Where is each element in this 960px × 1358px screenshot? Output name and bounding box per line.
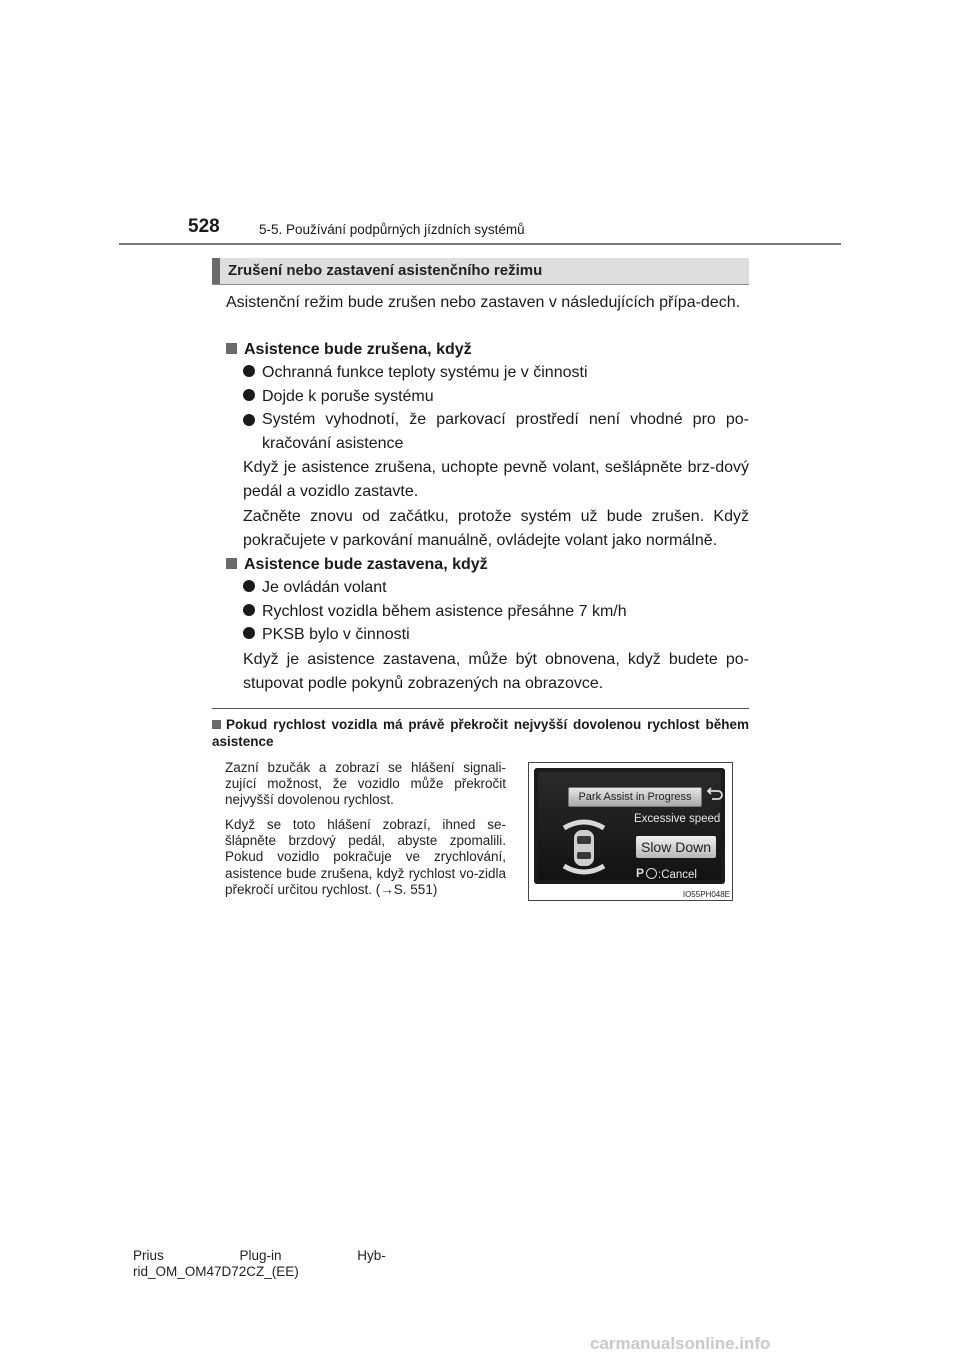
park-assist-screen-illustration: [528, 762, 733, 901]
footer-line-1: Prius Plug-in Hyb-: [133, 1248, 386, 1263]
intro-paragraph: Asistenční režim bude zrušen nebo zastaven v následujících přípa-dech.: [226, 294, 741, 311]
section-divider: [212, 708, 749, 709]
heading-title: Zrušení nebo zastavení asistenčního režimu: [228, 262, 543, 279]
slow-down-message: Slow Down: [636, 836, 716, 858]
section-title: 5-5. Používání podpůrných jízdních systémů: [259, 222, 525, 237]
stop-bullet-2: Rychlost vozidla během asistence přesáhne 7 km/h: [243, 600, 627, 624]
cancel-bullet-1: Ochranná funkce teploty systému je v činnosti: [243, 361, 588, 385]
cancel-bullet-3: Systém vyhodnotí, že parkovací prostředí není vhodné pro po-kračování asistence: [243, 408, 749, 456]
figure-code: IO55PH048E: [682, 890, 730, 899]
cancel-section-title: Asistence bude zrušena, když: [226, 338, 472, 362]
park-assist-status-button: Park Assist in Progress: [568, 787, 702, 807]
cancel-circle-icon: [646, 868, 657, 879]
note-text-1: Zazní bzučák a zobrazí se hlášení signali-zující možnost, že vozidlo může překročit nejvyšší dovolenou rychlost.: [225, 760, 506, 808]
square-bullet-icon: [226, 343, 237, 354]
cancel-paragraph-2: Začněte znovu od začátku, protože systém už bude zrušen. Když pokračujete v parkování manuálně, ovládejte volant jako normálně.: [243, 508, 749, 549]
cancel-label: :Cancel: [646, 868, 697, 881]
heading-box: [212, 258, 749, 285]
display-screen: [534, 768, 725, 884]
stop-bullet-3: PKSB bylo v činnosti: [243, 623, 410, 647]
header-rule: [119, 243, 841, 245]
bullet-dot-icon: [243, 604, 255, 616]
note-text-2: Když se toto hlášení zobrazí, ihned se-šlápněte brzdový pedál, abyste zpomalili. Pokud vozidlo pokračuje ve zrychlování, asistence bude zrušena, když rychlost vo-zidla překročí určitou rychlost. (→S. 551): [225, 817, 506, 897]
footer: [133, 1248, 386, 1280]
note-title: Pokud rychlost vozidla má právě překročit nejvyšší dovolenou rychlost během asistence: [212, 717, 749, 749]
cancel-paragraph-1: Když je asistence zrušena, uchopte pevně volant, sešlápněte brz-dový pedál a vozidlo zastavte.: [243, 459, 749, 500]
heading-bar: [212, 258, 220, 284]
bullet-dot-icon: [243, 580, 255, 592]
cancel-bullet-2: Dojde k poruše systému: [243, 385, 434, 409]
stop-bullet-1: Je ovládán volant: [243, 576, 387, 600]
display-inner: [538, 772, 721, 880]
stop-paragraph: Když je asistence zastavena, může být obnovena, když budete po-stupovat podle pokynů zobrazených na obrazovce.: [243, 651, 749, 692]
bullet-dot-icon: [243, 365, 255, 377]
stop-section-title: Asistence bude zastavena, když: [226, 553, 488, 577]
bullet-dot-icon: [243, 389, 255, 401]
square-bullet-icon: [226, 558, 237, 569]
car-sensor-icon: [556, 814, 612, 880]
square-bullet-icon: [212, 720, 221, 729]
bullet-dot-icon: [243, 414, 255, 426]
watermark: carmanualsonline.info: [590, 1334, 771, 1353]
footer-line-2: rid_OM_OM47D72CZ_(EE): [133, 1264, 299, 1279]
page-number: 528: [188, 216, 220, 237]
back-arrow-icon: [706, 785, 725, 805]
bullet-dot-icon: [243, 627, 255, 639]
excessive-speed-message: Excessive speed: [634, 813, 721, 825]
parking-p-icon: P: [636, 866, 645, 880]
